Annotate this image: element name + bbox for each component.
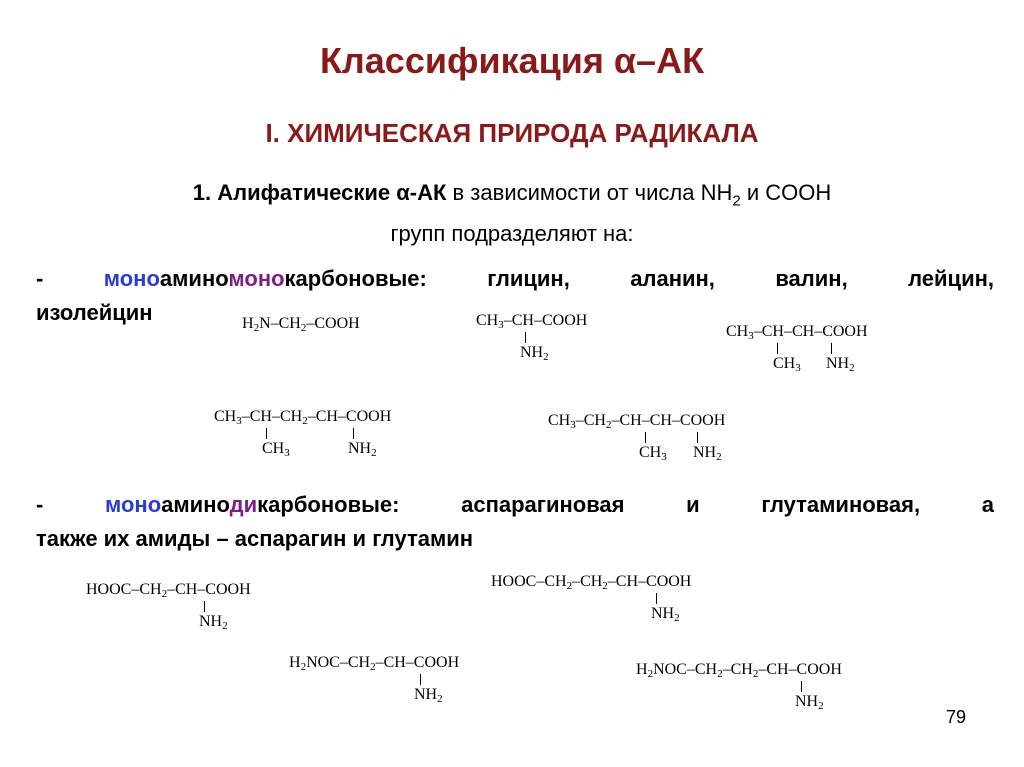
- amino-part: амино: [159, 266, 229, 291]
- bond-line: [656, 593, 657, 604]
- bond-line: [204, 601, 205, 612]
- valine-substituent-2: $NH_2$: [826, 355, 855, 374]
- valine-substituent-1: $CH_3$: [773, 355, 801, 374]
- intro-sub: 2: [732, 192, 741, 210]
- glutamine-substituent: $NH_2$: [795, 693, 824, 712]
- valine-formula: $CH_3-CH-CH$–COOH: [726, 323, 868, 342]
- intro-rest2: и COOH: [740, 180, 832, 205]
- isoleucine-formula: $CH_3-CH_2-CH-CH$–COOH: [548, 412, 726, 431]
- bond-line: [420, 674, 421, 685]
- amino-part: амино: [161, 492, 230, 517]
- bond-line: [801, 681, 802, 692]
- leucine-formula: $CH_3-CH-CH_2-CH$–COOH: [214, 408, 392, 427]
- mono-prefix-2: моно: [228, 266, 285, 291]
- mono-prefix: моно: [105, 492, 162, 517]
- dash: -: [36, 492, 105, 517]
- glycine-formula: $H_2N-CH_2$–COOH: [242, 315, 360, 334]
- aspartic-acid-formula: HOOC–$CH_2-CH$–COOH: [86, 581, 251, 600]
- tail-text: карбоновые: аспарагиновая и глутаминовая, а: [257, 492, 994, 517]
- bond-line: [525, 332, 526, 343]
- glutamic-acid-formula: HOOC–$CH_2-CH_2-CH$–COOH: [491, 573, 692, 592]
- bond-line: [645, 432, 646, 443]
- aspartic-acid-substituent: $NH_2$: [199, 613, 228, 632]
- alanine-formula: $CH_3-CH$–COOH: [476, 312, 588, 331]
- slide-title: Классификация α–АК: [319, 40, 705, 81]
- intro-bold: 1. Алифатические α-АК: [192, 180, 447, 205]
- isoleucine-substituent-2: $NH_2$: [693, 444, 722, 463]
- bond-line: [831, 343, 832, 354]
- line2: изолейцин: [36, 300, 153, 325]
- bond-line: [353, 428, 354, 439]
- mono-prefix: моно: [103, 266, 160, 291]
- leucine-substituent-2: $NH_2$: [348, 440, 377, 459]
- intro-text: [0, 176, 1024, 250]
- dash: -: [36, 266, 104, 291]
- glutamine-formula: $H_2NOC-CH_2-CH_2-CH$–COOH: [636, 661, 842, 680]
- asparagine-formula: $H_2NOC-CH_2-CH$–COOH: [289, 654, 460, 673]
- glutamic-acid-substituent: $NH_2$: [651, 605, 680, 624]
- di-prefix: ди: [229, 492, 258, 517]
- monoamino-dicarboxylic-paragraph: [36, 488, 994, 556]
- section-heading: I. ХИМИЧЕСКАЯ ПРИРОДА РАДИКАЛА: [265, 118, 759, 148]
- asparagine-substituent: $NH_2$: [414, 686, 443, 705]
- intro-line2: групп подразделяют на:: [390, 221, 634, 247]
- page-number: 79: [945, 707, 966, 727]
- bond-line: [266, 428, 267, 439]
- intro-rest: в зависимости от числа NH: [446, 180, 733, 205]
- leucine-substituent-1: $CH_3$: [262, 440, 290, 459]
- isoleucine-substituent-1: $CH_3$: [639, 444, 667, 463]
- bond-line: [777, 343, 778, 354]
- tail-text: карбоновые: глицин, аланин, валин, лейцин,: [284, 266, 994, 291]
- alanine-substituent: $NH_2$: [520, 344, 549, 363]
- bond-line: [697, 432, 698, 443]
- line2: также их амиды – аспарагин и глутамин: [36, 526, 474, 551]
